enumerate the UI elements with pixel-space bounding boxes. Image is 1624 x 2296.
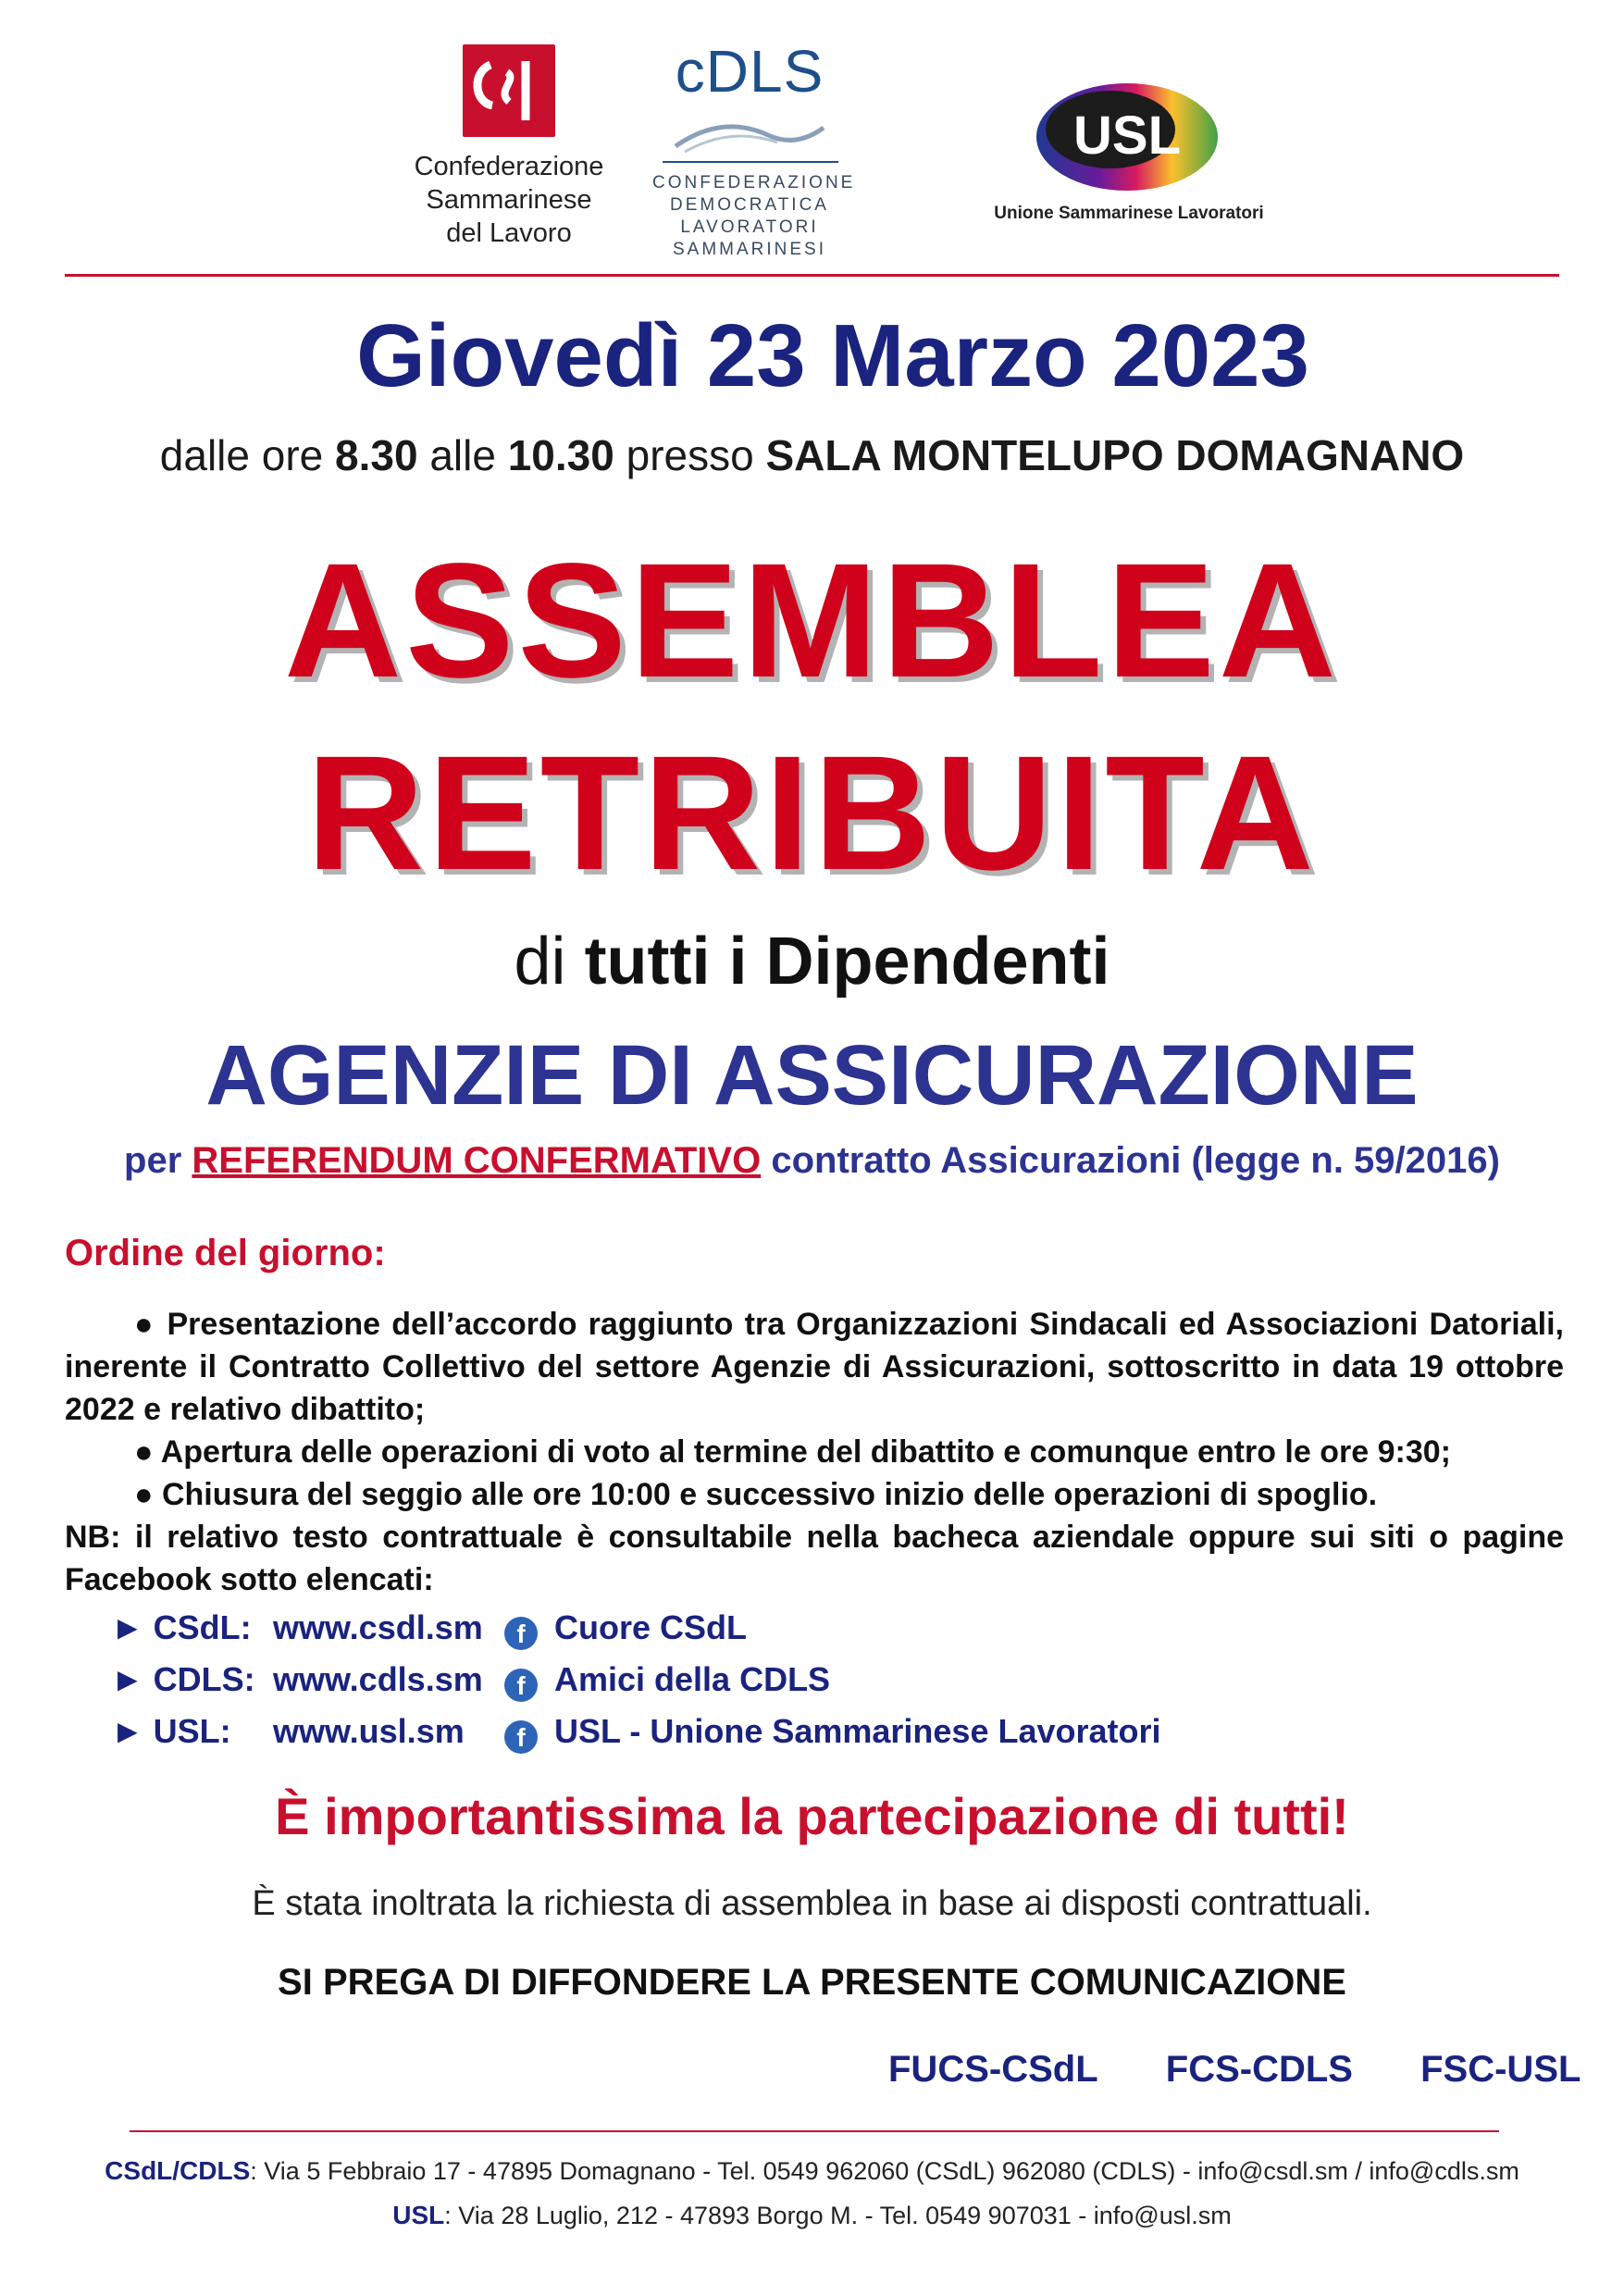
headline-retribuita: RETRIBUITA (306, 723, 1318, 904)
facebook-page[interactable]: Cuore CSdL (554, 1608, 748, 1646)
agenda-item-2: ● Apertura delle operazioni di voto al termine del dibattito e comunque entro le ore 9:30; (134, 1434, 1451, 1470)
link-site[interactable]: www.csdl.sm (273, 1608, 483, 1646)
referendum-line: per REFERENDUM CONFERMATIVO contratto Assicurazioni (legge n. 59/2016) (124, 1140, 1500, 1181)
csdl-logo-mark (463, 44, 555, 137)
facebook-icon: f (504, 1617, 538, 1650)
footer-usl: USL: Via 28 Luglio, 212 - 47893 Borgo M. - Tel. 0549 907031 - info@usl.sm (392, 2201, 1232, 2229)
csdl-logo-text: Confederazione Sammarinese del Lavoro (414, 152, 604, 248)
event-date: Giovedì 23 Marzo 2023 (356, 306, 1309, 405)
spread-notice: SI PREGA DI DIFFONDERE LA PRESENTE COMUNICAZIONE (278, 1962, 1346, 2003)
footer-csdl-cdls: CSdL/CDLS: Via 5 Febbraio 17 - 47895 Domagnano - Tel. 0549 962060 (CSdL) 962080 (CDLS) - info@csdl.sm / info@cdls.sm (105, 2156, 1519, 2185)
federation-cdls: FCS-CDLS (1165, 2049, 1353, 2090)
usl-logo-letters: USL (1073, 105, 1181, 166)
usl-logo-text: Unione Sammarinese Lavoratori (994, 204, 1264, 223)
agenda-item-1: ● Presentazione dell’accordo raggiunto tra Organizzazioni Sindacali ed Associazioni Datoriali, inerente il Contratto Collettivo del settore Agenzie di Assicurazioni, sottoscritto in data 19 ottobre 2022 e relativo dibattito; (65, 1307, 1564, 1427)
facebook-page[interactable]: Amici della CDLS (554, 1660, 831, 1698)
usl-logo-mark (1035, 81, 1220, 192)
top-divider (65, 274, 1559, 277)
link-row-cdls (111, 1660, 830, 1702)
cdls-logo-mark: cDLS (675, 38, 824, 105)
cdls-logo-text: CONFEDERAZIONE DEMOCRATICA LAVORATORI SAMMARINESI (652, 173, 856, 259)
bottom-divider (130, 2130, 1499, 2132)
importance-callout: È importantissima la partecipazione di tutti! (275, 1787, 1349, 1845)
link-row-csdl (111, 1608, 747, 1650)
audience-line: di tutti i Dipendenti (514, 925, 1110, 999)
link-site[interactable]: www.cdls.sm (273, 1660, 483, 1698)
facebook-icon: f (504, 1720, 538, 1754)
facebook-icon: f (504, 1669, 538, 1702)
sector-title: AGENZIE DI ASSICURAZIONE (205, 1028, 1419, 1123)
link-row-usl (111, 1712, 1161, 1754)
federations (888, 2049, 1581, 2091)
agenda-note: NB: il relativo testo contrattuale è consultabile nella bacheca aziendale oppure sui siti o pagine Facebook sotto elencati: (65, 1520, 1564, 1597)
headline-assemblea: ASSEMBLEA (284, 530, 1340, 712)
link-label: ► CSdL: (111, 1608, 252, 1646)
federation-usl: FSC-USL (1420, 2049, 1581, 2090)
cdls-logo-rule (663, 161, 838, 163)
cdls-logo-wave (666, 109, 833, 160)
referendum-highlight: REFERENDUM CONFERMATIVO (192, 1140, 762, 1181)
facebook-page[interactable]: USL - Unione Sammarinese Lavoratori (554, 1712, 1161, 1750)
event-time-venue: dalle ore 8.30 alle 10.30 presso SALA MONTELUPO DOMAGNANO (159, 431, 1465, 479)
agenda-item-3: ● Chiusura del seggio alle ore 10:00 e successivo inizio delle operazioni di spoglio. (134, 1477, 1378, 1512)
agenda-title: Ordine del giorno: (65, 1233, 386, 1273)
link-site[interactable]: www.usl.sm (273, 1712, 465, 1750)
link-label: ► CDLS: (111, 1660, 255, 1698)
link-label: ► USL: (111, 1712, 231, 1750)
request-notice: È stata inoltrata la richiesta di assemblea in base ai disposti contrattuali. (252, 1884, 1372, 1923)
federation-csdl: FUCS-CSdL (888, 2049, 1098, 2090)
